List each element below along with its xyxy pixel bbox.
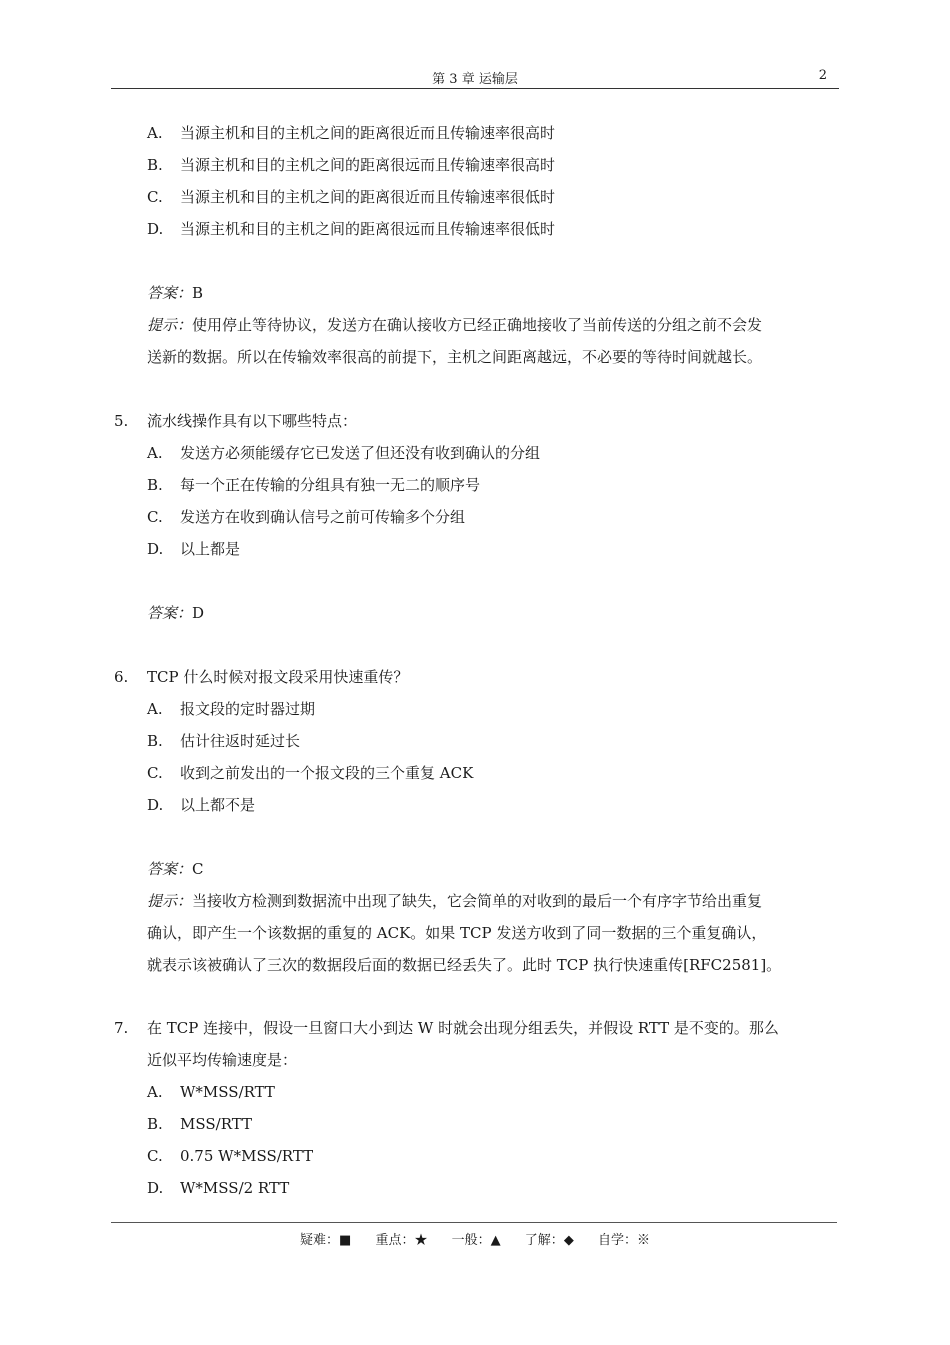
option-c: C. 收到之前发出的一个报文段的三个重复 ACK (147, 764, 474, 782)
chapter-title: 第 3 章 运输层 (432, 72, 518, 87)
legend-key: 重点：★ (375, 1233, 428, 1248)
legend-difficult: 疑难：■ (300, 1233, 352, 1248)
hint-line: 提示：当接收方检测到数据流中出现了缺失，它会简单的对收到的最后一个有序字节给出重复 (147, 892, 763, 910)
option-c: C. 0.75 W*MSS/RTT (147, 1147, 314, 1165)
hint-line: 送新的数据。所以在传输效率很高的前提下，主机之间距离越远，不必要的等待时间就越长。 (147, 348, 763, 366)
answer-line: 答案：C (147, 860, 204, 878)
option-a: A. W*MSS/RTT (147, 1083, 275, 1101)
option-a: A. 发送方必须能缓存它已发送了但还没有收到确认的分组 (147, 444, 541, 462)
option-c: C. 当源主机和目的主机之间的距离很近而且传输速率很低时 (147, 188, 556, 206)
question-text: 流水线操作具有以下哪些特点： (147, 412, 358, 430)
footer-legend (0, 1229, 950, 1248)
question-text: TCP 什么时候对报文段采用快速重传？ (147, 668, 409, 686)
option-b: B. 每一个正在传输的分组具有独一无二的顺序号 (147, 476, 481, 494)
legend-self-study: 自学：※ (597, 1233, 650, 1248)
option-b: B. MSS/RTT (147, 1115, 253, 1133)
diamond-icon: ◆ (563, 1233, 574, 1248)
option-d: D. 以上都不是 (147, 796, 256, 814)
answer-line: 答案：B (147, 284, 204, 302)
hint-line: 提示：使用停止等待协议，发送方在确认接收方已经正确地接收了当前传送的分组之前不会发 (147, 316, 763, 334)
question-text: 近似平均传输速度是： (147, 1051, 298, 1069)
question-number: 5. (114, 412, 129, 430)
option-d: D. 以上都是 (147, 540, 241, 558)
question-number: 7. (114, 1019, 129, 1037)
hint-line: 确认，即产生一个该数据的重复的 ACK。如果 TCP 发送方收到了同一数据的三个重复确认， (147, 924, 767, 942)
answer-line: 答案：D (147, 604, 205, 622)
option-a: A. 报文段的定时器过期 (147, 700, 316, 718)
question-number: 6. (114, 668, 129, 686)
question-text: 在 TCP 连接中，假设一旦窗口大小到达 W 时就会出现分组丢失，并假设 RTT 是不变的。那么 (147, 1019, 779, 1037)
legend-general: 一般：▲ (451, 1233, 501, 1248)
page-header (111, 66, 839, 89)
option-c: C. 发送方在收到确认信号之前可传输多个分组 (147, 508, 466, 526)
triangle-icon: ▲ (490, 1233, 501, 1248)
legend-understand: 了解：◆ (524, 1233, 574, 1248)
hint-line: 就表示该被确认了三次的数据段后面的数据已经丢失了。此时 TCP 执行快速重传[RFC2581]。 (147, 956, 782, 974)
option-d: D. 当源主机和目的主机之间的距离很远而且传输速率很低时 (147, 220, 556, 238)
reference-mark-icon: ※ (636, 1233, 650, 1248)
square-icon: ■ (339, 1233, 352, 1248)
option-d: D. W*MSS/2 RTT (147, 1179, 290, 1197)
option-b: B. 估计往返时延过长 (147, 732, 301, 750)
footer-rule (111, 1222, 837, 1223)
option-a: A. 当源主机和目的主机之间的距离很近而且传输速率很高时 (147, 124, 556, 142)
star-icon: ★ (414, 1233, 428, 1248)
page-number: 2 (818, 68, 827, 83)
option-b: B. 当源主机和目的主机之间的距离很远而且传输速率很高时 (147, 156, 556, 174)
